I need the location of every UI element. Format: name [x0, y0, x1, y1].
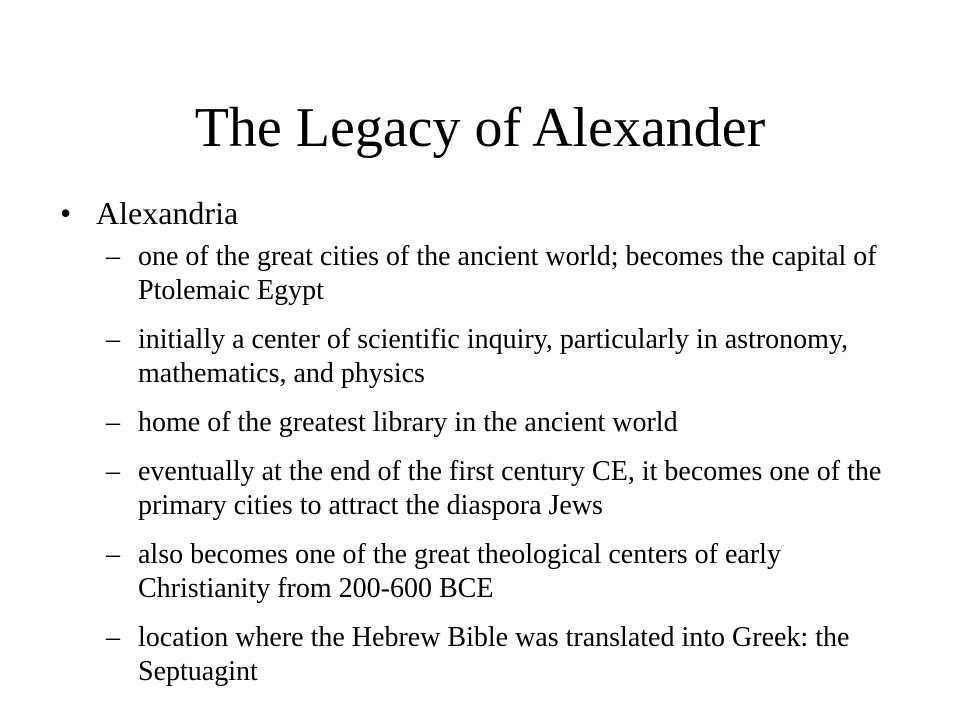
- sub-bullet: [54, 455, 914, 523]
- sub-bullet: [54, 323, 914, 391]
- slide-body: [54, 192, 914, 704]
- sub-bullet: [54, 406, 914, 440]
- dash-marker: –: [106, 622, 120, 653]
- sub-bullet-text: also becomes one of the great theological centers of early Christianity from 200-600 BCE: [138, 539, 781, 604]
- sub-bullet-text: location where the Hebrew Bible was translated into Greek: the Septuagint: [138, 622, 850, 687]
- slide-title: The Legacy of Alexander: [194, 97, 766, 159]
- topic-text: Alexandria: [96, 195, 239, 231]
- sub-bullet: [54, 621, 914, 689]
- dash-marker: –: [106, 456, 120, 487]
- sub-bullet-text: home of the greatest library in the ancient world: [138, 407, 678, 438]
- topic-bullet: [54, 192, 914, 234]
- sub-bullet-text: eventually at the end of the first century CE, it becomes one of the primary cities to attract the diaspora Jews: [138, 456, 882, 521]
- bullet-marker: •: [60, 195, 72, 231]
- sub-bullet-text: one of the great cities of the ancient world; becomes the capital of Ptolemaic Egypt: [138, 241, 877, 306]
- sub-bullet: [54, 538, 914, 606]
- dash-marker: –: [106, 241, 120, 272]
- sub-bullet-list: [54, 240, 914, 689]
- sub-bullet: [54, 240, 914, 308]
- dash-marker: –: [106, 324, 120, 355]
- dash-marker: –: [106, 407, 120, 438]
- sub-bullet-text: initially a center of scientific inquiry, particularly in astronomy, mathematics, and physics: [138, 324, 849, 389]
- dash-marker: –: [106, 539, 120, 570]
